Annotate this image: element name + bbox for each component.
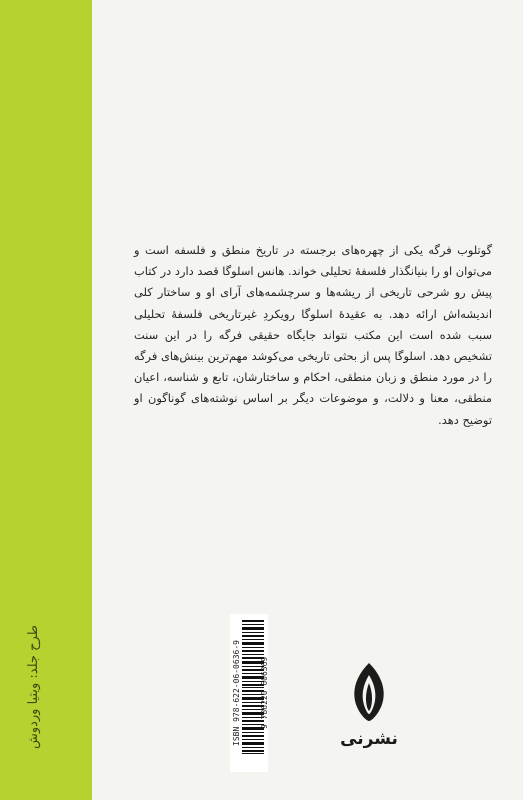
publisher-name: نشرنی [340, 729, 398, 749]
reed-logo-icon [347, 661, 391, 723]
book-blurb: گوتلوب فرگه یکی از چهره‌های برجسته در تاریخ منطق و فلسفه است و می‌توان او را بنیانگذار فلسفهٔ تحلیلی خواند. هانس اسلوگا قصد دارد در کتاب پیش رو شرحی تاریخی از ریشه‌ها و سرچشمه‌های آرای او و ساختار کلی اندیشه‌اش ارائه دهد. به عقیدهٔ اسلوگا رویکردِ غیرتاریخی فلسفهٔ تحلیلی سبب شده است این مکتب نتواند جایگاه حقیقی فرگه را در این سنت تشخیص دهد. اسلوگا پس از بحثی تاریخی می‌کوشد مهم‌ترین بینش‌های فرگه را در مورد منطق و زبان منطقی، احکام و ساختارشان، تابع و شناسه، اعیان منطقی، معنا و دلالت، و موضوعات دیگر بر اساس نوشته‌های گوناگون او توضیح دهد. [134, 243, 492, 427]
publisher-logo [342, 661, 396, 771]
cover-designer-credit: طرح جلد: ویتیا وردوش [26, 625, 41, 750]
barcode-number: 9 786220 606369 [260, 656, 269, 730]
spine-color-band [0, 0, 92, 800]
barcode [230, 614, 268, 772]
isbn-text: ISBN 978-622-06-0636-9 [232, 640, 241, 746]
